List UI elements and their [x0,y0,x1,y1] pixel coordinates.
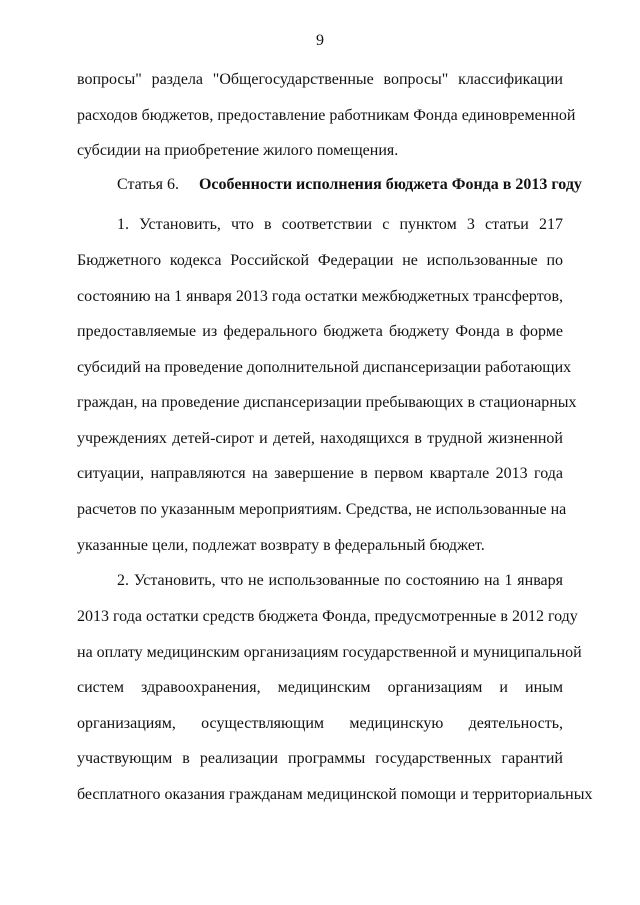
text-line: учреждениях детей-сирот и детей, находящихся в трудной жизненной [77,430,563,447]
text-line: вопросы" раздела "Общегосударственные вопросы" классификации [77,71,563,88]
text-line: 2. Установить, что не использованные по состоянию на 1 января [117,572,563,589]
text-line: состоянию на 1 января 2013 года остатки межбюджетных трансфертов, [77,288,564,305]
text-line: 1. Установить, что в соответствии с пунктом 3 статьи 217 [117,216,563,233]
text-line: систем здравоохранения, медицинским организациям и иным [77,679,563,696]
text-line: 2013 года остатки средств бюджета Фонда, предусмотренные в 2012 году [77,608,578,625]
article-number: Статья 6. [117,176,179,193]
text-line: ситуации, направляются на завершение в первом квартале 2013 года [77,465,563,482]
article-title: Особенности исполнения бюджета Фонда в 2013 году [198,176,582,193]
article-heading [117,175,582,195]
page-number: 9 [316,32,324,49]
text-line: бесплатного оказания гражданам медицинской помощи и территориальных [77,786,593,803]
text-line: участвующим в реализации программы государственных гарантий [77,750,563,767]
text-line: граждан, на проведение диспансеризации пребывающих в стационарных [77,394,577,411]
text-line: указанные цели, подлежат возврату в федеральный бюджет. [77,537,485,554]
text-line: расходов бюджетов, предоставление работникам Фонда единовременной [77,107,576,124]
text-line: субсидии на приобретение жилого помещения. [77,142,399,159]
text-line: на оплату медицинским организациям государственной и муниципальной [77,644,582,661]
text-line: Бюджетного кодекса Российской Федерации не использованные по [77,252,563,269]
text-line: предоставляемые из федерального бюджета бюджету Фонда в форме [77,323,563,340]
text-line: расчетов по указанным мероприятиям. Средства, не использованные на [77,501,567,518]
text-line: субсидий на проведение дополнительной диспансеризации работающих [77,359,572,376]
text-line: организациям, осуществляющим медицинскую деятельность, [77,715,563,732]
